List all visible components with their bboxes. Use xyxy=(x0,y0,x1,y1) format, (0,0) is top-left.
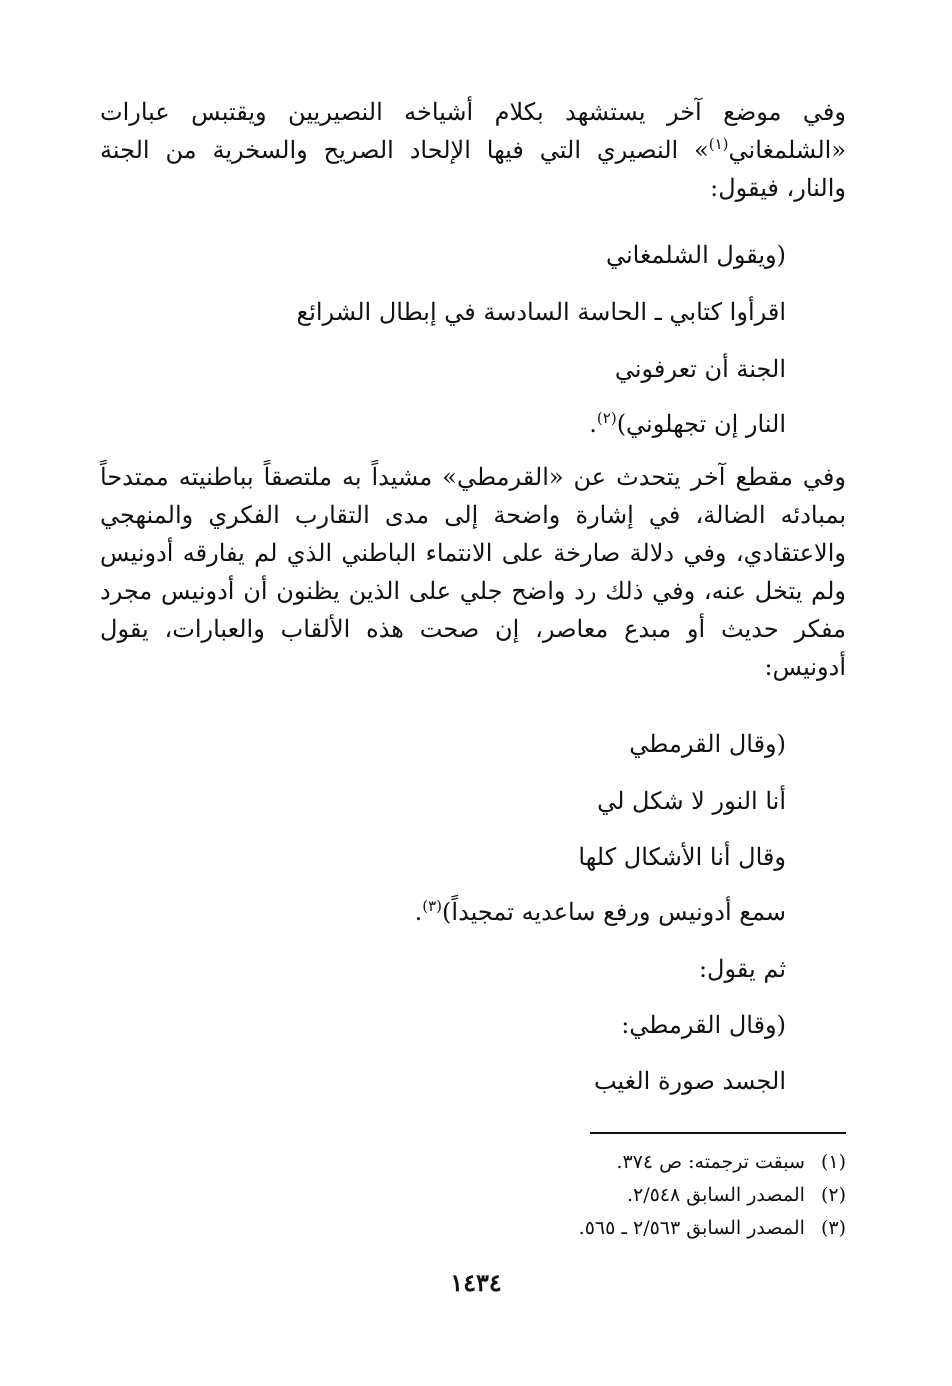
verse-line: ثم يقول: xyxy=(698,955,786,983)
footnote-ref-2: (٢) xyxy=(596,409,617,427)
paragraph-shalmaghani-intro xyxy=(100,93,846,207)
verse-line: الجسد صورة الغيب xyxy=(593,1067,786,1095)
footnote-ref-1: (١) xyxy=(708,135,729,153)
verse-line: (وقال القرمطي xyxy=(629,730,786,758)
paragraph-1-part1: وفي موضع آخر يستشهد بكلام أشياخه النصيريين ويقتبس عبارات «الشلمغاني xyxy=(100,98,846,164)
verse-line: اقرأوا كتابي ـ الحاسة السادسة في إبطال الشرائع xyxy=(296,298,786,326)
verse-line: (وقال القرمطي: xyxy=(621,1011,786,1039)
verse-line-with-ref xyxy=(589,405,786,443)
verse-end: . xyxy=(414,898,423,926)
verse-text: سمع أدونيس ورفع ساعديه تمجيداً) xyxy=(442,898,786,926)
footnote-number: (١) xyxy=(820,1151,846,1173)
footnote-number: (٢) xyxy=(820,1184,846,1206)
footnote-text: المصدر السابق ٢/٥٦٣ ـ ٥٦٥. xyxy=(578,1217,805,1239)
paragraph-1-part2: » النصيري التي فيها الإلحاد الصريح والسخرية من الجنة والنار، فيقول: xyxy=(100,136,846,202)
footnote-ref-3: (٣) xyxy=(422,897,443,915)
verse-line: وقال أنا الأشكال كلها xyxy=(578,843,786,871)
verse-line-with-ref xyxy=(415,893,786,931)
footnote-1 xyxy=(616,1148,846,1176)
footnote-3 xyxy=(579,1214,846,1242)
verse-line: (ويقول الشلمغاني xyxy=(605,241,786,269)
paragraph-qarmati-intro: وفي مقطع آخر يتحدث عن «القرمطي» مشيداً به ملتصقاً بباطنيته ممتدحاً بمبادئه الضالة، في إشارة واضحة إلى مدى التقارب الفكري والمنهجي والاعتقادي، وفي دلالة صارخة على الانتماء الباطني الذي لم يفارقه أدونيس ولم يتخل عنه، وفي ذلك رد واضح جلي على الذين يظنون أن أدونيس مجرد مفكر حديث أو مبدع معاصر، إن صحت هذه الألقاب والعبارات، يقول أدونيس: xyxy=(100,463,847,681)
footnote-text: المصدر السابق ٢/٥٤٨. xyxy=(626,1184,805,1206)
verse-end: . xyxy=(589,410,597,438)
verse-line: الجنة أن تعرفوني xyxy=(614,355,786,383)
page-number: ١٤٣٤ xyxy=(450,1268,502,1297)
footnote-separator xyxy=(590,1132,846,1134)
verse-line: أنا النور لا شكل لي xyxy=(597,787,786,815)
footnote-number: (٣) xyxy=(820,1217,846,1239)
footnote-2 xyxy=(627,1181,846,1209)
verse-text: النار إن تجهلوني) xyxy=(616,410,786,438)
footnote-text: سبقت ترجمته: ص ٣٧٤. xyxy=(616,1151,805,1173)
